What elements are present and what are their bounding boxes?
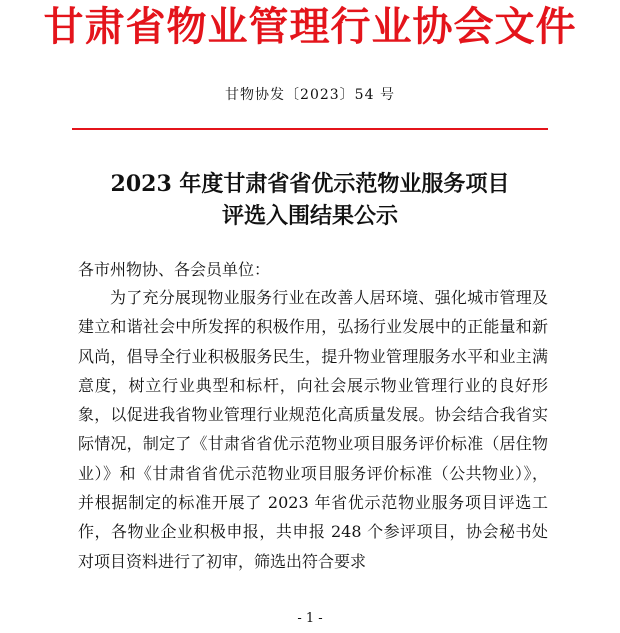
- red-divider-line: [72, 128, 548, 130]
- subject-title-line-1: 2023 年度甘肃省省优示范物业服务项目: [110, 171, 510, 197]
- salutation: 各市州物协、各会员单位：: [78, 260, 271, 279]
- org-header-title: 甘肃省物业管理行业协会文件: [43, 3, 577, 50]
- document-number: 甘物协发〔2023〕54 号: [225, 87, 395, 103]
- page-number: - 1 -: [297, 611, 323, 626]
- body-paragraph: 为了充分展现物业服务行业在改善人居环境、强化城市管理及建立和谐社会中所发挥的积极作用，弘扬行业发展中的正能量和新风尚，倡导全行业积极服务民生，提升物业管理服务水平和业主满意度，树立行业典型和标杆，向社会展示物业管理行业的良好形象，以促进我省物业管理行业规范化高质量发展。协会结合我省实际情况，制定了《甘肃省省优示范物业项目服务评价标准（居住物业）》和《甘肃省省优示范物业项目服务评价标准（公共物业）》，并根据制定的标准开展了 2023 年省优示范物业服务项目评选工作，各物业企业积极申报，共申报 248 个参评项目，协会秘书处对项目资料进行了初审，筛选出符合要求: [78, 288, 548, 571]
- subject-title-line-2: 评选入围结果公示: [221, 203, 398, 229]
